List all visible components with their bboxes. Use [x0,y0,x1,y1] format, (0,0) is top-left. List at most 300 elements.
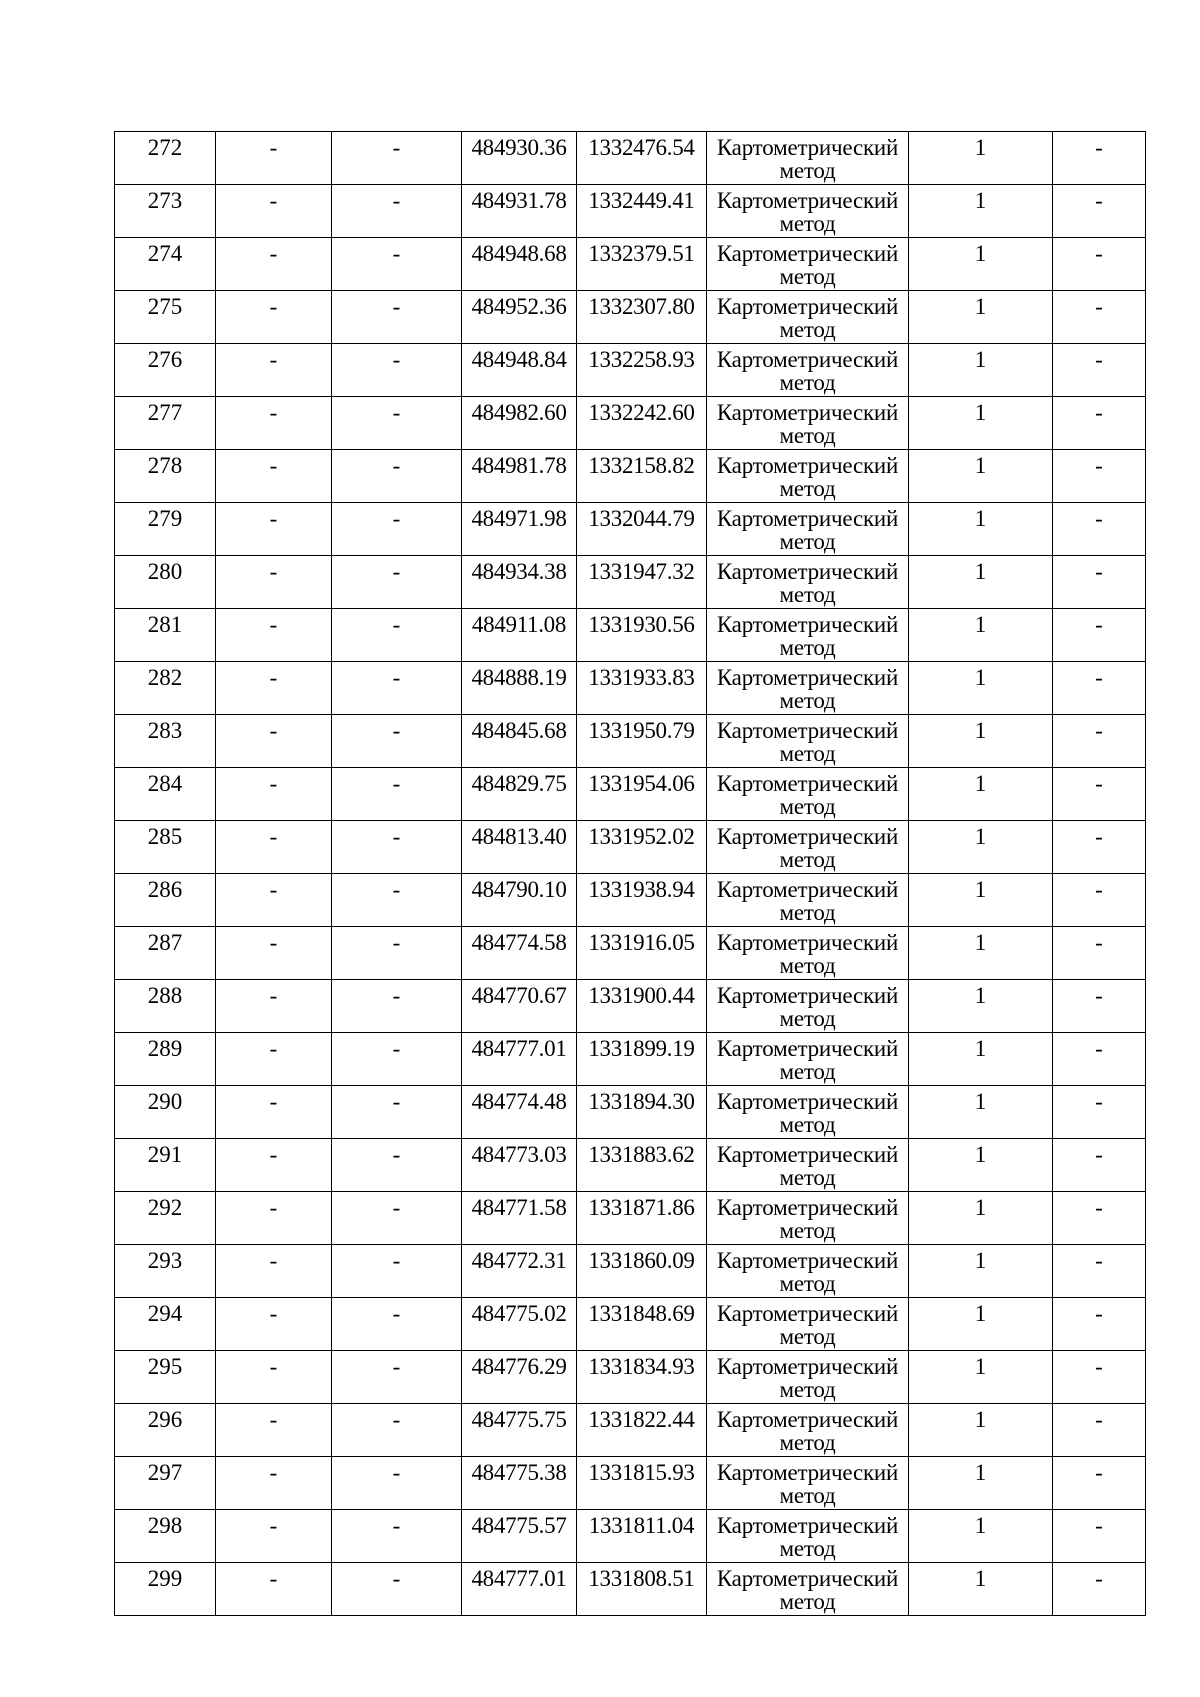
method-cell [707,821,909,874]
point-number-cell: 274 [115,238,216,291]
last-col-cell: - [1053,927,1146,980]
method-line-2: метод [779,1536,836,1561]
table-row [115,1510,1146,1563]
method-cell [707,291,909,344]
table-row [115,1245,1146,1298]
x-coordinate-cell: 484981.78 [462,450,577,503]
method-line-2: метод [779,582,836,607]
method-line-2: метод [779,847,836,872]
point-number-cell: 284 [115,768,216,821]
method-line-1: Картометрический [716,294,899,319]
last-col-cell: - [1053,662,1146,715]
last-col-cell: - [1053,1298,1146,1351]
table-row [115,609,1146,662]
y-coordinate-cell: 1331930.56 [577,609,707,662]
y-coordinate-cell: 1332242.60 [577,397,707,450]
method-line-2: метод [779,1006,836,1031]
method-cell [707,1510,909,1563]
col2-cell: - [216,715,332,768]
accuracy-cell: 1 [909,450,1053,503]
table-row [115,715,1146,768]
y-coordinate-cell: 1331954.06 [577,768,707,821]
accuracy-cell: 1 [909,1086,1053,1139]
last-col-cell: - [1053,768,1146,821]
method-line-1: Картометрический [716,1089,899,1114]
method-line-1: Картометрический [716,188,899,213]
y-coordinate-cell: 1331871.86 [577,1192,707,1245]
table-row [115,1033,1146,1086]
point-number-cell: 276 [115,344,216,397]
col2-cell: - [216,874,332,927]
col3-cell: - [332,1033,462,1086]
x-coordinate-cell: 484776.29 [462,1351,577,1404]
point-number-cell: 299 [115,1563,216,1616]
col2-cell: - [216,927,332,980]
last-col-cell: - [1053,556,1146,609]
method-line-1: Картометрический [716,1142,899,1167]
y-coordinate-cell: 1332307.80 [577,291,707,344]
y-coordinate-cell: 1332044.79 [577,503,707,556]
point-number-cell: 279 [115,503,216,556]
method-line-1: Картометрический [716,983,899,1008]
col3-cell: - [332,980,462,1033]
y-coordinate-cell: 1331952.02 [577,821,707,874]
method-cell [707,1298,909,1351]
method-cell [707,397,909,450]
col2-cell: - [216,1457,332,1510]
method-line-1: Картометрический [716,612,899,637]
last-col-cell: - [1053,291,1146,344]
last-col-cell: - [1053,1245,1146,1298]
x-coordinate-cell: 484774.58 [462,927,577,980]
y-coordinate-cell: 1332476.54 [577,132,707,185]
method-line-1: Картометрический [716,877,899,902]
accuracy-cell: 1 [909,1245,1053,1298]
col2-cell: - [216,821,332,874]
col3-cell: - [332,132,462,185]
col3-cell: - [332,662,462,715]
col3-cell: - [332,1563,462,1616]
last-col-cell: - [1053,397,1146,450]
col3-cell: - [332,238,462,291]
accuracy-cell: 1 [909,503,1053,556]
last-col-cell: - [1053,344,1146,397]
last-col-cell: - [1053,185,1146,238]
x-coordinate-cell: 484952.36 [462,291,577,344]
accuracy-cell: 1 [909,821,1053,874]
method-line-1: Картометрический [716,1566,899,1591]
x-coordinate-cell: 484774.48 [462,1086,577,1139]
col3-cell: - [332,185,462,238]
col3-cell: - [332,344,462,397]
accuracy-cell: 1 [909,662,1053,715]
table-row [115,291,1146,344]
point-number-cell: 286 [115,874,216,927]
method-cell [707,185,909,238]
col3-cell: - [332,821,462,874]
table-row [115,238,1146,291]
table-row [115,927,1146,980]
method-cell [707,768,909,821]
point-number-cell: 273 [115,185,216,238]
method-cell [707,344,909,397]
x-coordinate-cell: 484777.01 [462,1563,577,1616]
y-coordinate-cell: 1331938.94 [577,874,707,927]
point-number-cell: 288 [115,980,216,1033]
method-line-2: метод [779,317,836,342]
table-row [115,1457,1146,1510]
table-row [115,503,1146,556]
method-cell [707,1086,909,1139]
y-coordinate-cell: 1331947.32 [577,556,707,609]
point-number-cell: 277 [115,397,216,450]
col2-cell: - [216,1510,332,1563]
col2-cell: - [216,132,332,185]
point-number-cell: 298 [115,1510,216,1563]
table-row [115,980,1146,1033]
x-coordinate-cell: 484948.68 [462,238,577,291]
table-row [115,768,1146,821]
accuracy-cell: 1 [909,1510,1053,1563]
method-cell [707,503,909,556]
table-row [115,662,1146,715]
table-row [115,1298,1146,1351]
table-row [115,1192,1146,1245]
method-line-1: Картометрический [716,718,899,743]
col3-cell: - [332,1298,462,1351]
x-coordinate-cell: 484829.75 [462,768,577,821]
y-coordinate-cell: 1331808.51 [577,1563,707,1616]
x-coordinate-cell: 484775.57 [462,1510,577,1563]
method-line-1: Картометрический [716,559,899,584]
col3-cell: - [332,1404,462,1457]
last-col-cell: - [1053,503,1146,556]
method-line-1: Картометрический [716,135,899,160]
table-row [115,1404,1146,1457]
method-line-2: метод [779,1165,836,1190]
method-line-1: Картометрический [716,241,899,266]
method-line-2: метод [779,211,836,236]
col2-cell: - [216,503,332,556]
method-line-2: метод [779,1218,836,1243]
y-coordinate-cell: 1332379.51 [577,238,707,291]
col3-cell: - [332,1351,462,1404]
table-row [115,344,1146,397]
method-line-1: Картометрический [716,930,899,955]
y-coordinate-cell: 1331834.93 [577,1351,707,1404]
point-number-cell: 293 [115,1245,216,1298]
method-line-2: метод [779,900,836,925]
last-col-cell: - [1053,132,1146,185]
last-col-cell: - [1053,609,1146,662]
method-line-1: Картометрический [716,453,899,478]
last-col-cell: - [1053,874,1146,927]
accuracy-cell: 1 [909,1139,1053,1192]
method-line-1: Картометрический [716,1195,899,1220]
table-row [115,450,1146,503]
method-cell [707,1351,909,1404]
accuracy-cell: 1 [909,980,1053,1033]
col2-cell: - [216,185,332,238]
last-col-cell: - [1053,1404,1146,1457]
col2-cell: - [216,1086,332,1139]
accuracy-cell: 1 [909,1351,1053,1404]
accuracy-cell: 1 [909,291,1053,344]
point-number-cell: 292 [115,1192,216,1245]
table-row [115,132,1146,185]
method-line-2: метод [779,1271,836,1296]
col2-cell: - [216,1563,332,1616]
x-coordinate-cell: 484930.36 [462,132,577,185]
y-coordinate-cell: 1331899.19 [577,1033,707,1086]
accuracy-cell: 1 [909,1563,1053,1616]
col3-cell: - [332,397,462,450]
accuracy-cell: 1 [909,1033,1053,1086]
col3-cell: - [332,715,462,768]
method-cell [707,662,909,715]
y-coordinate-cell: 1331822.44 [577,1404,707,1457]
method-line-2: метод [779,529,836,554]
y-coordinate-cell: 1331916.05 [577,927,707,980]
method-line-1: Картометрический [716,824,899,849]
method-line-2: метод [779,741,836,766]
accuracy-cell: 1 [909,132,1053,185]
point-number-cell: 282 [115,662,216,715]
last-col-cell: - [1053,980,1146,1033]
point-number-cell: 295 [115,1351,216,1404]
last-col-cell: - [1053,1033,1146,1086]
method-line-1: Картометрический [716,347,899,372]
accuracy-cell: 1 [909,1192,1053,1245]
last-col-cell: - [1053,1192,1146,1245]
last-col-cell: - [1053,1139,1146,1192]
accuracy-cell: 1 [909,344,1053,397]
accuracy-cell: 1 [909,874,1053,927]
col3-cell: - [332,927,462,980]
col2-cell: - [216,1033,332,1086]
method-line-1: Картометрический [716,1354,899,1379]
point-number-cell: 281 [115,609,216,662]
col2-cell: - [216,1139,332,1192]
col2-cell: - [216,238,332,291]
accuracy-cell: 1 [909,1404,1053,1457]
method-cell [707,1404,909,1457]
method-line-1: Картометрический [716,506,899,531]
x-coordinate-cell: 484845.68 [462,715,577,768]
method-line-1: Картометрический [716,1460,899,1485]
x-coordinate-cell: 484790.10 [462,874,577,927]
table-row [115,556,1146,609]
method-cell [707,1563,909,1616]
point-number-cell: 287 [115,927,216,980]
method-line-1: Картометрический [716,1513,899,1538]
method-line-2: метод [779,370,836,395]
method-line-1: Картометрический [716,1248,899,1273]
method-line-1: Картометрический [716,665,899,690]
method-line-2: метод [779,794,836,819]
x-coordinate-cell: 484775.38 [462,1457,577,1510]
x-coordinate-cell: 484775.75 [462,1404,577,1457]
table-row [115,1563,1146,1616]
y-coordinate-cell: 1331894.30 [577,1086,707,1139]
method-cell [707,450,909,503]
method-line-2: метод [779,1324,836,1349]
method-line-2: метод [779,423,836,448]
x-coordinate-cell: 484931.78 [462,185,577,238]
method-line-2: метод [779,1059,836,1084]
method-line-1: Картометрический [716,400,899,425]
x-coordinate-cell: 484948.84 [462,344,577,397]
col2-cell: - [216,450,332,503]
method-cell [707,1139,909,1192]
x-coordinate-cell: 484775.02 [462,1298,577,1351]
table-row [115,1139,1146,1192]
method-cell [707,715,909,768]
x-coordinate-cell: 484888.19 [462,662,577,715]
coordinates-table [114,131,1146,1616]
y-coordinate-cell: 1331950.79 [577,715,707,768]
col2-cell: - [216,662,332,715]
col3-cell: - [332,556,462,609]
method-line-2: метод [779,476,836,501]
method-line-2: метод [779,1430,836,1455]
col2-cell: - [216,291,332,344]
col3-cell: - [332,1192,462,1245]
y-coordinate-cell: 1331811.04 [577,1510,707,1563]
col2-cell: - [216,344,332,397]
y-coordinate-cell: 1332449.41 [577,185,707,238]
col3-cell: - [332,1086,462,1139]
method-line-1: Картометрический [716,1407,899,1432]
x-coordinate-cell: 484777.01 [462,1033,577,1086]
col3-cell: - [332,1457,462,1510]
point-number-cell: 285 [115,821,216,874]
accuracy-cell: 1 [909,768,1053,821]
col3-cell: - [332,1510,462,1563]
last-col-cell: - [1053,715,1146,768]
point-number-cell: 291 [115,1139,216,1192]
last-col-cell: - [1053,1086,1146,1139]
x-coordinate-cell: 484773.03 [462,1139,577,1192]
accuracy-cell: 1 [909,609,1053,662]
method-cell [707,132,909,185]
y-coordinate-cell: 1331933.83 [577,662,707,715]
point-number-cell: 280 [115,556,216,609]
col2-cell: - [216,1404,332,1457]
table-row [115,1086,1146,1139]
point-number-cell: 272 [115,132,216,185]
col3-cell: - [332,450,462,503]
method-cell [707,1192,909,1245]
y-coordinate-cell: 1332158.82 [577,450,707,503]
col3-cell: - [332,609,462,662]
col3-cell: - [332,768,462,821]
accuracy-cell: 1 [909,927,1053,980]
col2-cell: - [216,768,332,821]
point-number-cell: 297 [115,1457,216,1510]
y-coordinate-cell: 1331815.93 [577,1457,707,1510]
last-col-cell: - [1053,238,1146,291]
y-coordinate-cell: 1331848.69 [577,1298,707,1351]
col3-cell: - [332,503,462,556]
method-cell [707,238,909,291]
method-line-2: метод [779,264,836,289]
method-line-2: метод [779,688,836,713]
method-cell [707,556,909,609]
col2-cell: - [216,556,332,609]
method-cell [707,1457,909,1510]
accuracy-cell: 1 [909,397,1053,450]
accuracy-cell: 1 [909,556,1053,609]
method-line-2: метод [779,635,836,660]
x-coordinate-cell: 484813.40 [462,821,577,874]
y-coordinate-cell: 1331900.44 [577,980,707,1033]
method-cell [707,609,909,662]
method-line-2: метод [779,953,836,978]
y-coordinate-cell: 1332258.93 [577,344,707,397]
point-number-cell: 294 [115,1298,216,1351]
point-number-cell: 278 [115,450,216,503]
x-coordinate-cell: 484934.38 [462,556,577,609]
accuracy-cell: 1 [909,715,1053,768]
accuracy-cell: 1 [909,238,1053,291]
method-cell [707,874,909,927]
table-body [115,132,1146,1616]
col2-cell: - [216,1245,332,1298]
last-col-cell: - [1053,1510,1146,1563]
method-line-1: Картометрический [716,1301,899,1326]
accuracy-cell: 1 [909,1298,1053,1351]
last-col-cell: - [1053,1563,1146,1616]
table-row [115,185,1146,238]
x-coordinate-cell: 484771.58 [462,1192,577,1245]
col2-cell: - [216,1298,332,1351]
col3-cell: - [332,1139,462,1192]
x-coordinate-cell: 484982.60 [462,397,577,450]
table-row [115,821,1146,874]
col3-cell: - [332,874,462,927]
x-coordinate-cell: 484971.98 [462,503,577,556]
accuracy-cell: 1 [909,185,1053,238]
method-line-1: Картометрический [716,1036,899,1061]
table-row [115,874,1146,927]
method-cell [707,927,909,980]
method-line-2: метод [779,1112,836,1137]
last-col-cell: - [1053,1351,1146,1404]
x-coordinate-cell: 484911.08 [462,609,577,662]
col2-cell: - [216,1192,332,1245]
method-line-2: метод [779,1483,836,1508]
col2-cell: - [216,397,332,450]
point-number-cell: 289 [115,1033,216,1086]
y-coordinate-cell: 1331860.09 [577,1245,707,1298]
last-col-cell: - [1053,1457,1146,1510]
method-line-2: метод [779,158,836,183]
method-line-2: метод [779,1589,836,1614]
point-number-cell: 275 [115,291,216,344]
table-row [115,397,1146,450]
y-coordinate-cell: 1331883.62 [577,1139,707,1192]
last-col-cell: - [1053,450,1146,503]
point-number-cell: 290 [115,1086,216,1139]
col2-cell: - [216,1351,332,1404]
x-coordinate-cell: 484772.31 [462,1245,577,1298]
point-number-cell: 283 [115,715,216,768]
x-coordinate-cell: 484770.67 [462,980,577,1033]
col3-cell: - [332,291,462,344]
point-number-cell: 296 [115,1404,216,1457]
method-line-1: Картометрический [716,771,899,796]
